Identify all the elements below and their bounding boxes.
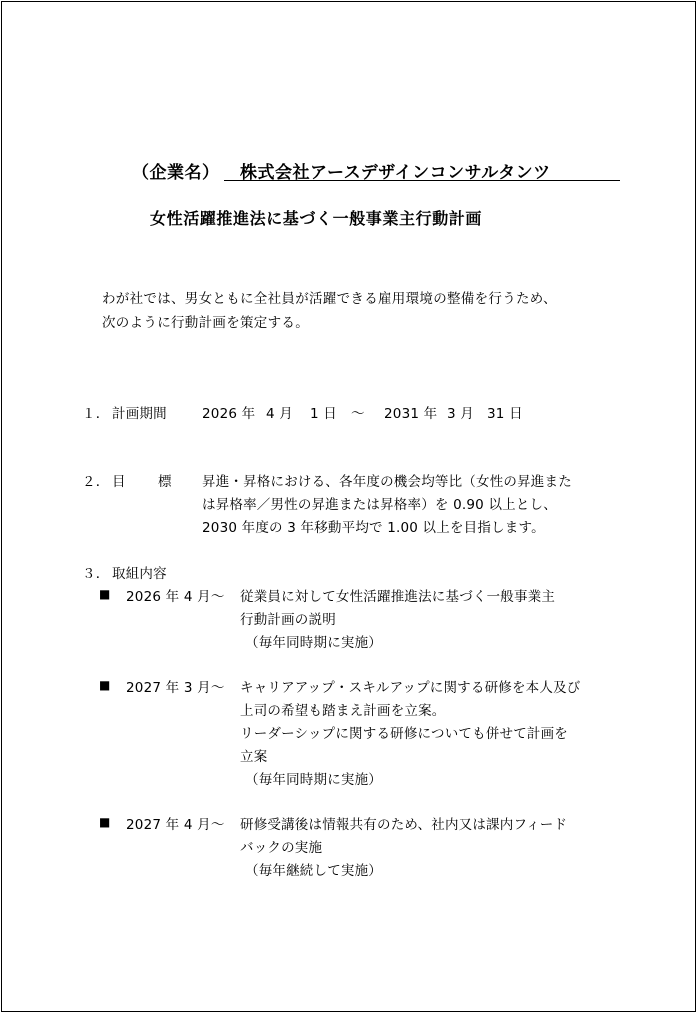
goal-label-char-2: 標 (158, 474, 172, 490)
initiative-text-line: 行動計画の説明 (240, 612, 336, 628)
section-number-2: ２． (82, 474, 110, 490)
initiative-date: 2027 年 4 月～ (126, 817, 225, 833)
company-name: 株式会社アースデザインコンサルタンツ (240, 163, 551, 183)
section-number-3: ３． (82, 566, 110, 582)
initiative-text-line: 上司の希望も踏まえ計画を立案。 (240, 703, 446, 719)
initiatives-label: 取組内容 (112, 566, 167, 582)
initiative-date: 2027 年 3 月～ (126, 680, 225, 696)
section-number-1: １． (82, 406, 110, 422)
initiative-note: （毎年継続して実施） (245, 863, 382, 879)
bullet-icon: ■ (99, 815, 111, 829)
initiative-text-line: 立案 (240, 749, 268, 765)
goal-label-char-1: 目 (112, 474, 126, 490)
intro-line-1: わが社では、男女ともに全社員が活躍できる雇用環境の整備を行うため、 (102, 291, 557, 307)
company-underline (224, 180, 620, 181)
bullet-icon: ■ (99, 678, 111, 692)
document-page (1, 1, 696, 1012)
document-title: 女性活躍推進法に基づく一般事業主行動計画 (150, 209, 483, 228)
bullet-icon: ■ (99, 587, 111, 601)
initiative-date: 2026 年 4 月～ (126, 589, 225, 605)
plan-period-label: 計画期間 (112, 406, 167, 422)
plan-separator: ～ (351, 406, 365, 422)
initiative-text-line: リーダーシップに関する研修についても併せて計画を (240, 726, 568, 742)
goal-line-3: 2030 年度の 3 年移動平均で 1.00 以上を目指します。 (202, 520, 545, 536)
plan-end-year: 2031 年 (384, 406, 438, 422)
initiative-text-line: バックの実施 (240, 840, 323, 856)
initiative-text-line: 研修受講後は情報共有のため、社内又は課内フィード (240, 817, 568, 833)
plan-start-month: 4 月 (266, 406, 293, 422)
initiative-text-line: キャリアアップ・スキルアップに関する研修を本人及び (240, 680, 581, 696)
intro-line-2: 次のように行動計画を策定する。 (102, 315, 309, 331)
goal-line-1: 昇進・昇格における、各年度の機会均等比（女性の昇進また (202, 474, 572, 490)
plan-end-day: 31 日 (487, 406, 523, 422)
plan-end-month: 3 月 (447, 406, 474, 422)
company-label: （企業名） (132, 163, 220, 183)
initiative-note: （毎年同時期に実施） (245, 772, 382, 788)
plan-start-day: 1 日 (310, 406, 337, 422)
initiative-note: （毎年同時期に実施） (245, 635, 382, 651)
initiative-text-line: 従業員に対して女性活躍推進法に基づく一般事業主 (240, 589, 556, 605)
goal-line-2: は昇格率／男性の昇進または昇格率）を 0.90 以上とし、 (202, 497, 557, 513)
plan-start-year: 2026 年 (202, 406, 256, 422)
